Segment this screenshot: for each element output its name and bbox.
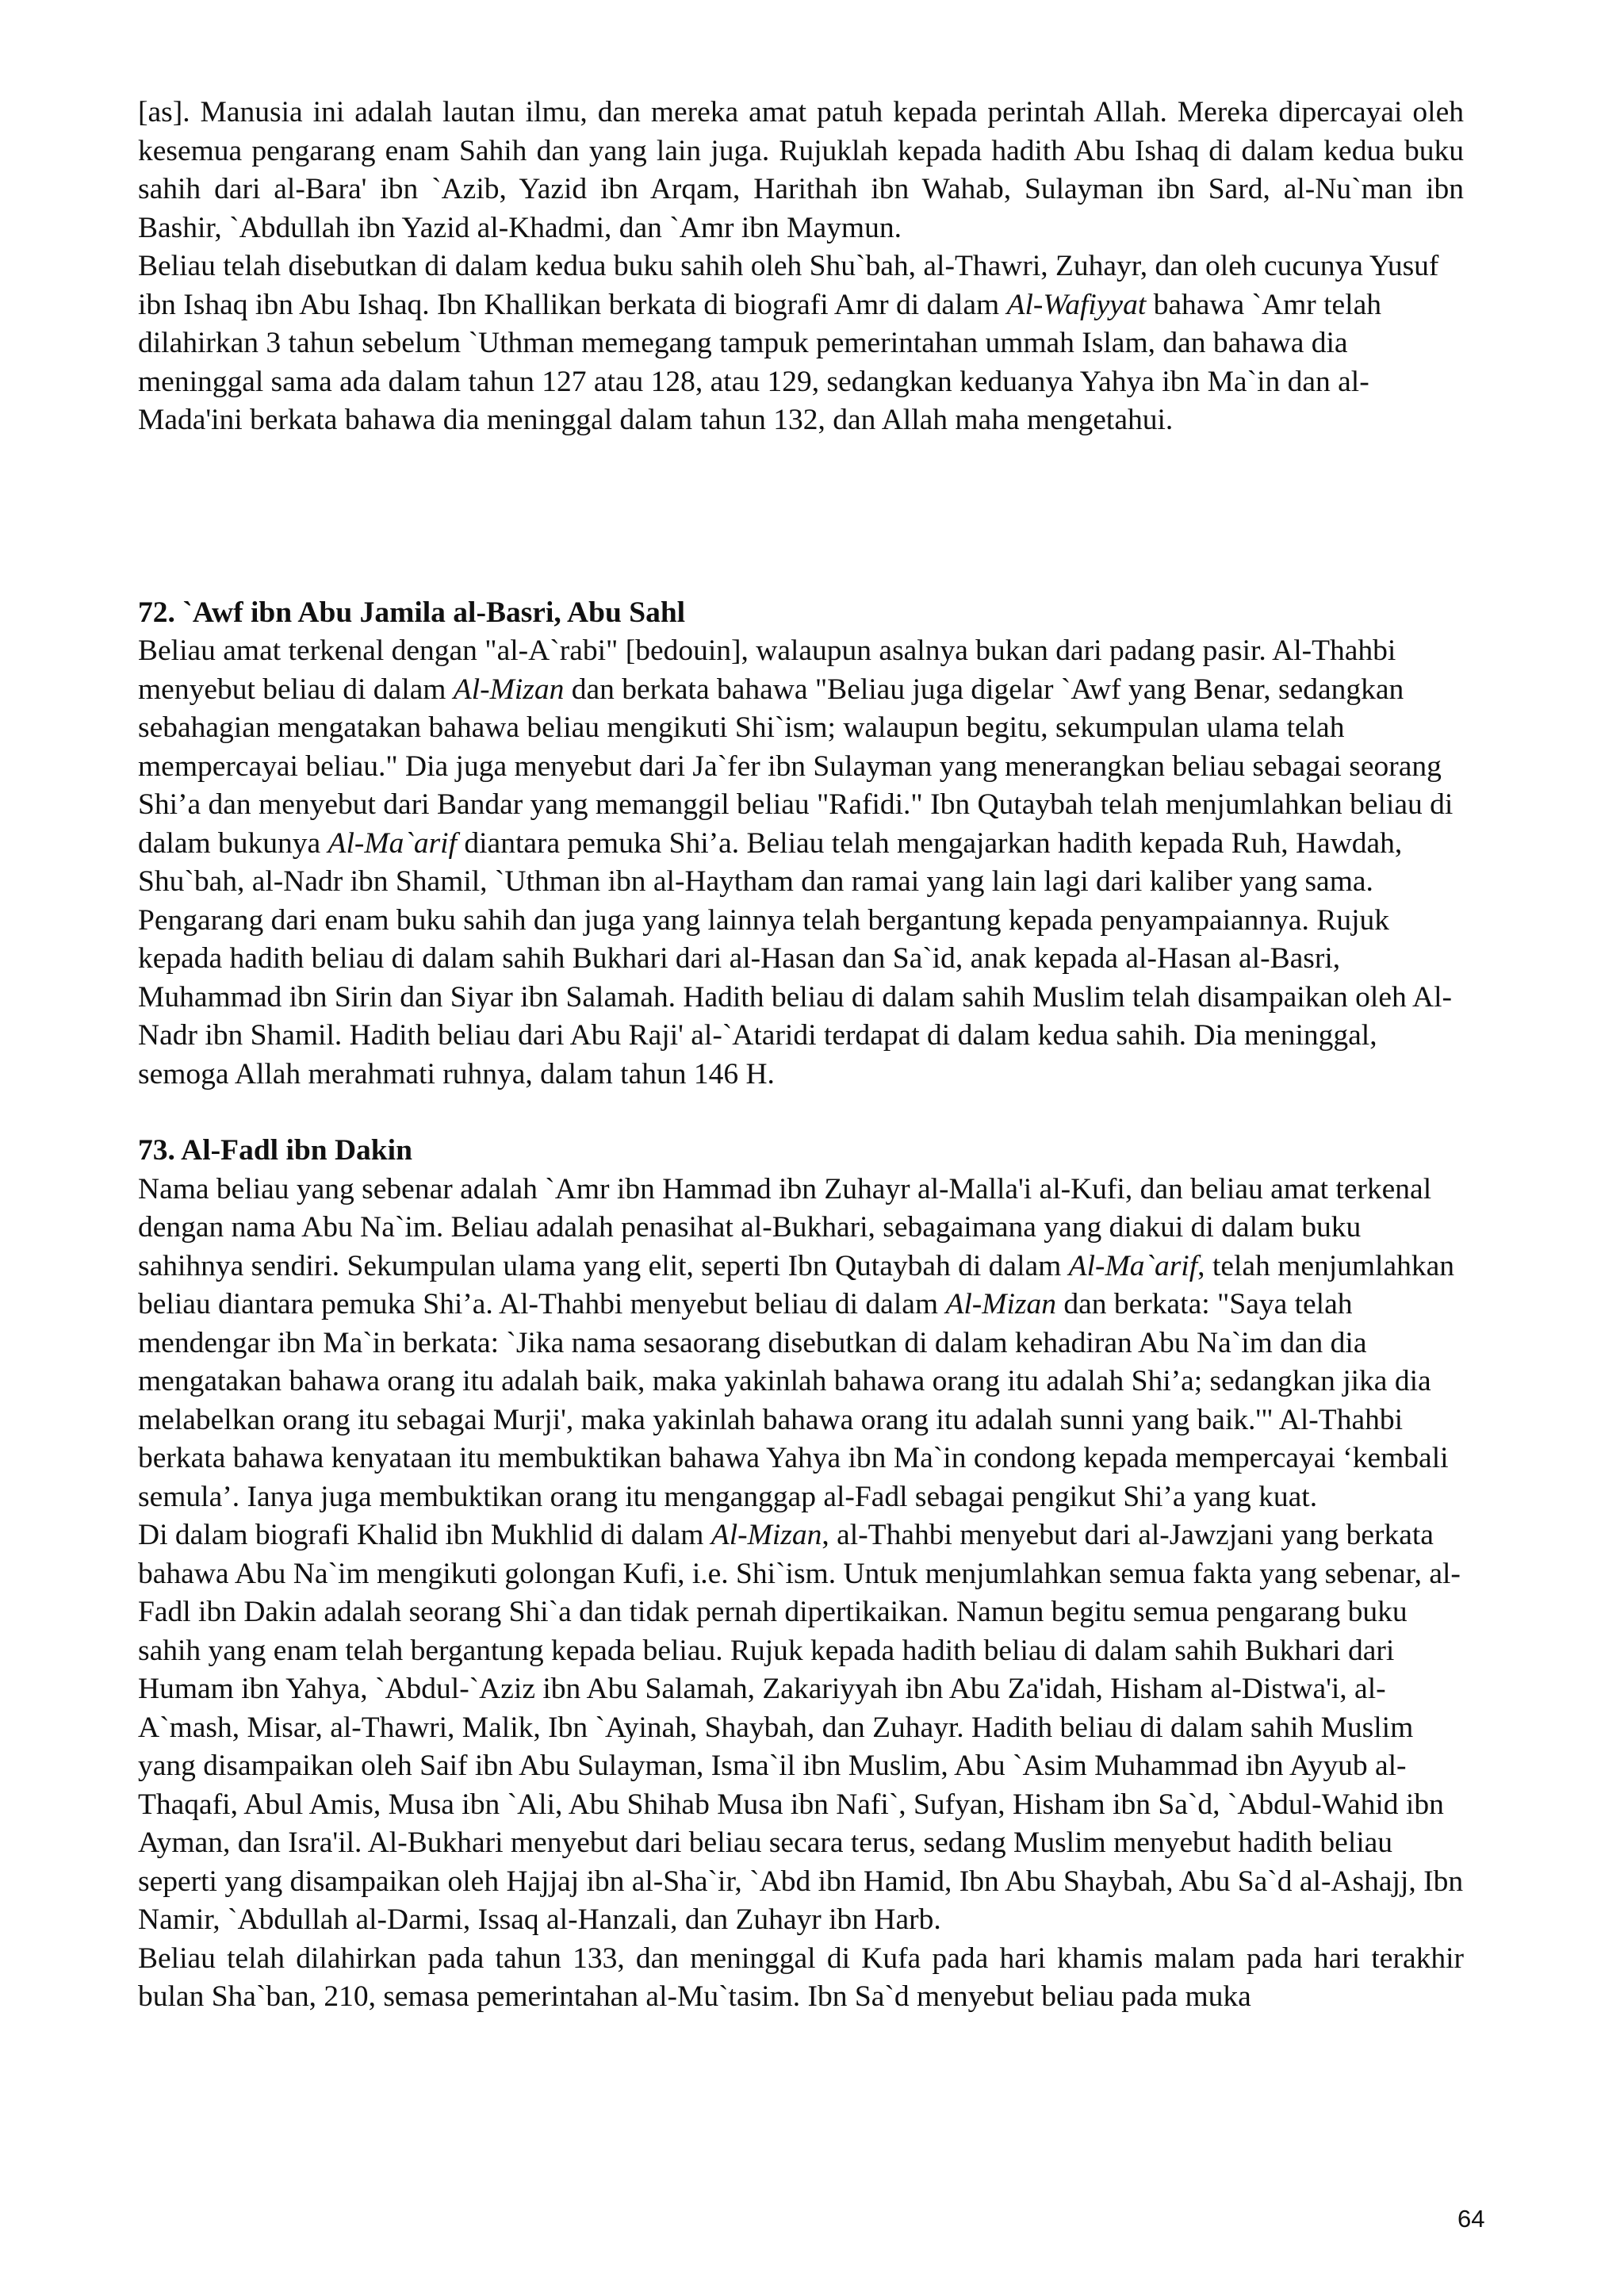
intro-paragraph-2-text-b: bahawa `Amr telah dilahirkan 3 tahun sebelum `Uthman memegang tampuk pemerintahan ummah Islam, dan bahawa dia meninggal sama ada dalam tahun 127 atau 128, atau 129, sedangkan keduanya Yahya ibn Ma`in dan al-Mada'ini berkata bahawa dia meninggal dalam tahun 132, dan Allah maha mengetahui. [138,288,1381,436]
book-title-al-mizan: Al-Mizan [945,1288,1057,1320]
section-72-text-a: Beliau amat terkenal dengan "al-A`rabi" [bedouin], walaupun asalnya bukan dari padang pasir. Al-Thahbi menyebut beliau di dalam [138,634,1396,706]
book-title-al-maarif: Al-Ma`arif [327,826,458,860]
section-73-p1-text-b: , telah menjumlahkan beliau diantara pemuka Shi’a. Al-Thahbi menyebut beliau di dalam [138,1249,1455,1320]
intro-paragraph-1-text: [as]. Manusia ini adalah lautan ilmu, dan mereka amat patuh kepada perintah Allah. Mereka dipercayai oleh kesemua pengarang enam Sahih dan yang lain juga. Rujuklah kepada hadith Abu Ishaq di dalam kedua buku sahih dari al-Bara' ibn `Azib, Yazid ibn Arqam, Harithah ibn Wahab, Sulayman ibn Sard, al-Nu`man ibn Bashir, `Abdullah ibn Yazid al-Khadmi, dan `Amr ibn Maymun. [138,96,1464,244]
section-73-p2-text-a: Di dalam biografi Khalid ibn Mukhlid di dalam [138,1519,711,1551]
book-title-al-mizan: Al-Mizan [710,1519,822,1551]
section-73-p2-text-b: , al-Thahbi menyebut dari al-Jawzjani yang berkata bahawa Abu Na`im mengikuti golongan Kufi, i.e. Shi`ism. Untuk menjumlahkan semua fakta yang sebenar, al-Fadl ibn Dakin adalah seorang Shi`a dan tidak pernah dipertikaikan. Namun begitu semua pengarang buku sahih yang enam telah bergantung kepada beliau. Rujuk kepada hadith beliau di dalam sahih Bukhari dari Humam ibn Yahya, `Abdul-`Aziz ibn Abu Salamah, Zakariyyah ibn Abu Za'idah, Hisham al-Distwa'i, al-A`mash, Misar, al-Thawri, Malik, Ibn `Ayinah, Shaybah, dan Zuhayr. Hadith beliau di dalam sahih Muslim yang disampaikan oleh Saif ibn Abu Sulayman, Isma`il ibn Muslim, Abu `Asim Muhammad ibn Ayyub al-Thaqafi, Abul Amis, Musa ibn `Ali, Abu Shihab Musa ibn Nafi`, Sufyan, Hisham ibn Sa`d, `Abdul-Wahid ibn Ayman, dan Isra'il. Al-Bukhari menyebut dari beliau secara terus, sedang Muslim menyebut hadith beliau seperti yang disampaikan oleh Hajjaj ibn al-Sha`ir, `Abd ibn Hamid, Ibn Abu Shaybah, Abu Sa`d al-Ashajj, Ibn Namir, `Abdullah al-Darmi, Issaq al-Hanzali, dan Zuhayr ibn Harb. [138,1519,1464,1936]
book-title-al-maarif: Al-Ma`arif [1068,1249,1198,1282]
section-72-heading: 72. `Awf ibn Abu Jamila al-Basri, Abu Sahl [138,596,686,629]
section-73-p3-text: Beliau telah dilahirkan pada tahun 133, dan meninggal di Kufa pada hari khamis malam pada hari terakhir bulan Sha`ban, 210, semasa pemerintahan al-Mu`tasim. Ibn Sa`d menyebut beliau pada muka [138,1941,1464,2013]
section-73-paragraph-1 [138,1171,1464,1517]
intro-paragraph-2 [138,247,1464,440]
section-72-paragraph [138,632,1464,1094]
book-title-al-wafiyyat: Al-Wafiyyat [1006,288,1147,321]
section-72-text-b: dan berkata bahawa "Beliau juga digelar `Awf yang Benar, sedangkan sebahagian mengatakan bahawa beliau mengikuti Shi`ism; walaupun begitu, sekumpulan ulama telah mempercayai beliau." Dia juga menyebut dari Ja`fer ibn Sulayman yang menerangkan beliau sebagai seorang Shi’a dan menyebut dari Bandar yang memanggil beliau "Rafidi." Ibn Qutaybah telah menjumlahkan beliau di dalam bukunya [138,673,1454,860]
page-number: 64 [1457,2205,1485,2233]
section-72-text-c: diantara pemuka Shi’a. Beliau telah mengajarkan hadith kepada Ruh, Hawdah, Shu`bah, al-Nadr ibn Shamil, `Uthman ibn al-Haytham dan ramai yang lain lagi dari kaliber yang sama. Pengarang dari enam buku sahih dan juga yang lainnya telah bergantung kepada penyampaiannya. Rujuk kepada hadith beliau di dalam sahih Bukhari dari al-Hasan dan Sa`id, anak kepada al-Hasan al-Basri, Muhammad ibn Sirin dan Siyar ibn Salamah. Hadith beliau di dalam sahih Muslim telah disampaikan oleh Al-Nadr ibn Shamil. Hadith beliau dari Abu Raji' al-`Ataridi terdapat di dalam kedua sahih. Dia meninggal, semoga Allah merahmati ruhnya, dalam tahun 146 H. [138,826,1453,1091]
intro-paragraph-1 [138,94,1464,247]
spacer [138,1094,1464,1132]
spacer [138,440,1464,594]
document-page [138,94,1464,2017]
section-73-paragraph-3 [138,1940,1464,2017]
intro-paragraph-2-text-a: Beliau telah disebutkan di dalam kedua buku sahih oleh Shu`bah, al-Thawri, Zuhayr, dan oleh cucunya Yusuf ibn Ishaq ibn Abu Ishaq. Ibn Khallikan berkata di biografi Amr di dalam [138,250,1439,321]
section-73-p1-text-c: dan berkata: "Saya telah mendengar ibn Ma`in berkata: `Jika nama sesaorang disebutkan di dalam kehadiran Abu Na`im dan dia mengatakan bahawa orang itu adalah baik, maka yakinlah bahawa orang itu adalah Shi’a; sedangkan jika dia melabelkan orang itu sebagai Murji', maka yakinlah bahawa orang itu adalah sunni yang baik.'" Al-Thahbi berkata bahawa kenyataan itu membuktikan bahawa Yahya ibn Ma`in condong kepada mempercayai ‘kembali semula’. Ianya juga membuktikan orang itu menganggap al-Fadl sebagai pengikut Shi’a yang kuat. [138,1288,1449,1513]
section-73-paragraph-2 [138,1516,1464,1940]
section-73-heading: 73. Al-Fadl ibn Dakin [138,1134,412,1167]
book-title-al-mizan: Al-Mizan [453,673,565,706]
section-73-p1-text-a: Nama beliau yang sebenar adalah `Amr ibn Hammad ibn Zuhayr al-Malla'i al-Kufi, dan beliau amat terkenal dengan nama Abu Na`im. Beliau adalah penasihat al-Bukhari, sebagaimana yang diakui di dalam buku sahihnya sendiri. Sekumpulan ulama yang elit, seperti Ibn Qutaybah di dalam [138,1172,1432,1282]
